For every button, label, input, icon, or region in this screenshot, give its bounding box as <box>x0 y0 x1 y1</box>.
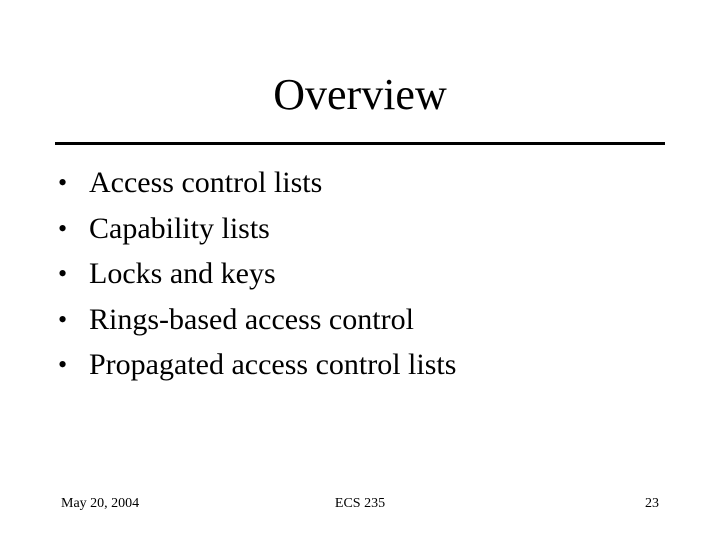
title-underline <box>55 142 665 145</box>
bullet-dot-icon: • <box>58 304 68 334</box>
slide-title: Overview <box>273 70 447 119</box>
bullet-text: Capability lists <box>89 211 270 245</box>
bullet-dot-icon: • <box>58 213 68 243</box>
bullet-text: Propagated access control lists <box>89 348 457 381</box>
bullet-dot-icon: • <box>58 350 68 379</box>
bullet-dot-icon: • <box>58 168 68 197</box>
footer-page-number: 23 <box>645 496 659 511</box>
bullet-text: Rings-based access control <box>89 302 414 336</box>
footer-date: May 20, 2004 <box>61 496 140 511</box>
bullet-text: Locks and keys <box>89 257 276 290</box>
bullet-text: Access control lists <box>89 166 323 199</box>
footer-course: ECS 235 <box>334 496 386 511</box>
bullet-dot-icon: • <box>58 259 68 288</box>
